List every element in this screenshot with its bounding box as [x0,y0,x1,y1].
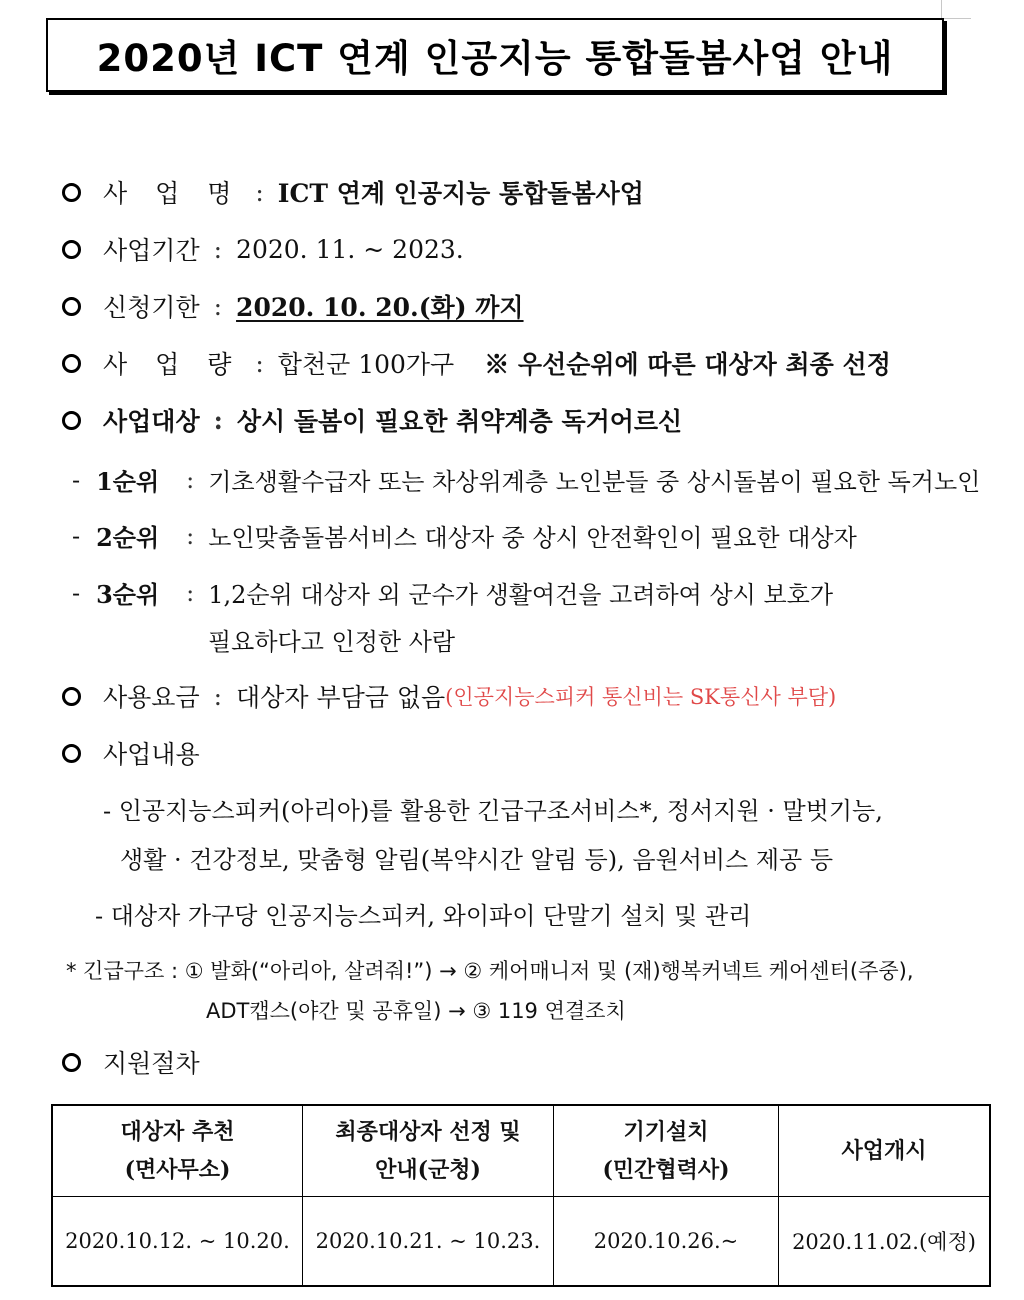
item-label: 사업대상 [103,407,200,436]
colon: : [186,578,195,607]
header-line: (면사무소) [124,1157,231,1183]
dash: - [72,465,81,494]
circle-bullet-icon [62,1053,81,1072]
item-business-quantity [62,345,891,381]
item-note: (인공지능스피커 통신비는 SK통신사 부담) [445,685,837,709]
item-value: 합천군 100가구 [277,350,455,379]
table-header-cell [554,1105,779,1197]
priority-text: 기초생활수급자 또는 차상위계층 노인분들 중 상시돌봄이 필요한 독거노인 [208,468,981,496]
procedure-table [51,1104,991,1287]
circle-bullet-icon [62,354,81,373]
table-cell: 2020.10.21. ~ 10.23. [303,1197,554,1287]
priority-row-2 [72,518,857,553]
colon: : [255,177,264,207]
item-label: 신청기한 [103,293,200,322]
table-header-cell [779,1105,991,1197]
item-label: 사업내용 [103,740,200,769]
item-support-procedure [62,1044,200,1080]
dash: - [72,578,81,607]
colon: : [213,405,223,435]
colon: : [213,681,223,711]
table-cell: 2020.11.02.(예정) [779,1197,991,1287]
colon: : [186,465,195,494]
priority-row-1 [72,462,980,497]
emergency-note-line-2: ADT캡스(야간 및 공휴일) → ③ 119 연결조치 [206,999,626,1023]
header-line: 대상자 추천 [120,1119,235,1145]
priority-rank: 3순위 [96,580,160,609]
item-label: 사 업 명 [103,179,242,208]
item-value: 2020. 11. ~ 2023. [236,234,464,264]
table-row [52,1197,990,1287]
circle-bullet-icon [62,744,81,763]
colon: : [255,348,264,378]
item-business-period [62,231,464,267]
table-cell: 2020.10.12. ~ 10.20. [52,1197,303,1287]
item-label: 사용요금 [103,683,200,712]
dash: - [72,521,81,550]
page-corner-mark-horizontal [941,18,971,19]
circle-bullet-icon [62,183,81,202]
priority-rank: 2순위 [96,523,160,552]
document-title: 2020년 ICT 연계 인공지능 통합돌봄사업 안내 [46,18,944,92]
circle-bullet-icon [62,297,81,316]
item-note: ※ 우선순위에 따른 대상자 최종 선정 [484,350,891,379]
header-line: 안내(군청) [375,1157,481,1183]
content-line-1: - 인공지능스피커(아리아)를 활용한 긴급구조서비스*, 정서지원 · 말벗기능, [103,797,883,825]
header-line: 사업개시 [841,1138,927,1164]
header-line: 최종대상자 선정 및 [335,1119,521,1145]
item-value: 상시 돌봄이 필요한 취약계층 독거어르신 [236,407,683,436]
content-line-1-continued: 생활 · 건강정보, 맞춤형 알림(복약시간 알림 등), 음원서비스 제공 등 [120,846,834,874]
item-label: 지원절차 [103,1049,200,1078]
content-line-2: - 대상자 가구당 인공지능스피커, 와이파이 단말기 설치 및 관리 [95,902,752,930]
circle-bullet-icon [62,240,81,259]
item-business-target [62,402,682,438]
item-value: ICT 연계 인공지능 통합돌봄사업 [277,179,644,208]
priority-text: 1,2순위 대상자 외 군수가 생활여건을 고려하여 상시 보호가 [208,581,834,609]
priority-text-continued: 필요하다고 인정한 사람 [208,628,456,656]
item-value: 2020. 10. 20.(화) 까지 [236,293,524,322]
item-label: 사업기간 [103,236,200,265]
item-business-name [62,174,644,210]
item-business-content [62,735,200,771]
item-label: 사 업 량 [103,350,242,379]
colon: : [186,521,195,550]
table-cell: 2020.10.26.~ [554,1197,779,1287]
colon: : [213,234,223,264]
table-header-cell [303,1105,554,1197]
item-value: 대상자 부담금 없음 [236,683,446,712]
circle-bullet-icon [62,687,81,706]
table-header-cell [52,1105,303,1197]
priority-text: 노인맞춤돌봄서비스 대상자 중 상시 안전확인이 필요한 대상자 [208,524,857,552]
priority-row-3 [72,575,833,610]
item-usage-fee [62,678,836,714]
header-line: 기기설치 [623,1119,709,1145]
priority-rank: 1순위 [96,467,160,496]
circle-bullet-icon [62,411,81,430]
colon: : [213,291,223,321]
emergency-note-line-1: * 긴급구조 : ① 발화(“아리아, 살려줘!”) → ② 케어매니저 및 (재)행복커넥트 케어센터(주중), [66,959,914,983]
item-application-deadline [62,288,524,324]
header-line: (민간협력사) [602,1157,730,1183]
table-header-row [52,1105,990,1197]
